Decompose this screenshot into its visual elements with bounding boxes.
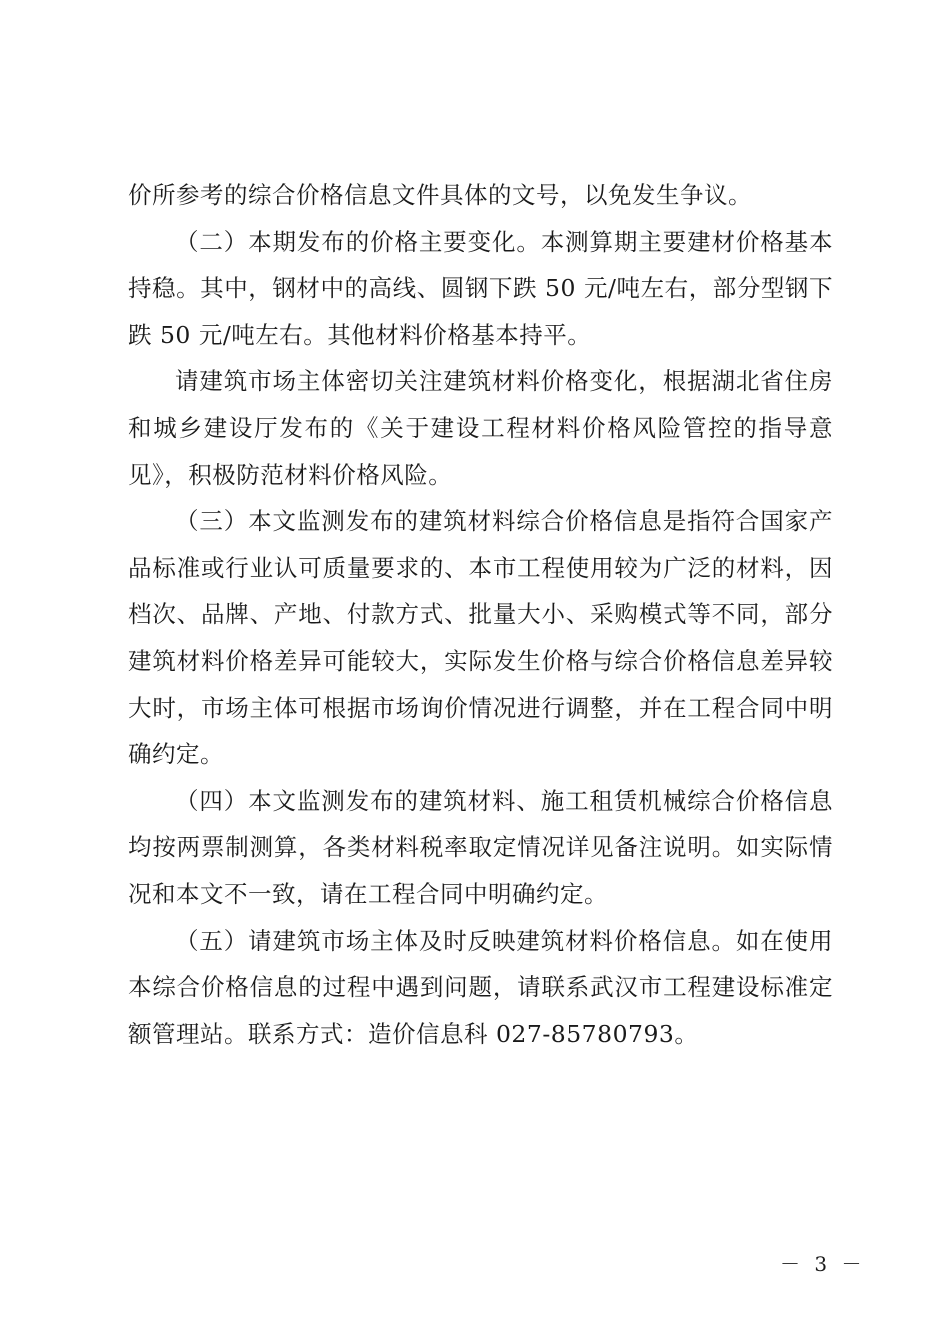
paragraph-tax-method: （四）本文监测发布的建筑材料、施工租赁机械综合价格信息均按两票制测算，各类材料税率取定情况详见备注说明。如实际情况和本文不一致，请在工程合同中明确约定。 <box>128 786 833 908</box>
paragraph-continuation: 价所参考的综合价格信息文件具体的文号，以免发生争议。 <box>128 181 752 209</box>
page-number: － 3 － <box>780 1252 866 1276</box>
paragraph-price-definition: （三）本文监测发布的建筑材料综合价格信息是指符合国家产品标准或行业认可质量要求的、本市工程使用较为广泛的材料，因档次、品牌、产地、付款方式、批量大小、采购模式等不同，部分建筑材料价格差异可能较大，实际发生价格与综合价格信息差异较大时，市场主体可根据市场询价情况进行调整，并在工程合同中明确约定。 <box>128 507 833 769</box>
paragraph-contact: （五）请建筑市场主体及时反映建筑材料价格信息。如在使用本综合价格信息的过程中遇到问题，请联系武汉市工程建设标准定额管理站。联系方式：造价信息科 027-85780793。 <box>128 926 833 1048</box>
paragraph-risk-guidance: 请建筑市场主体密切关注建筑材料价格变化，根据湖北省住房和城乡建设厅发布的《关于建设工程材料价格风险管控的指导意见》，积极防范材料价格风险。 <box>128 367 833 489</box>
paragraph-price-changes: （二）本期发布的价格主要变化。本测算期主要建材价格基本持稳。其中，钢材中的高线、圆钢下跌 50 元/吨左右，部分型钢下跌 50 元/吨左右。其他材料价格基本持平。 <box>128 227 833 349</box>
body-text <box>128 172 833 1057</box>
